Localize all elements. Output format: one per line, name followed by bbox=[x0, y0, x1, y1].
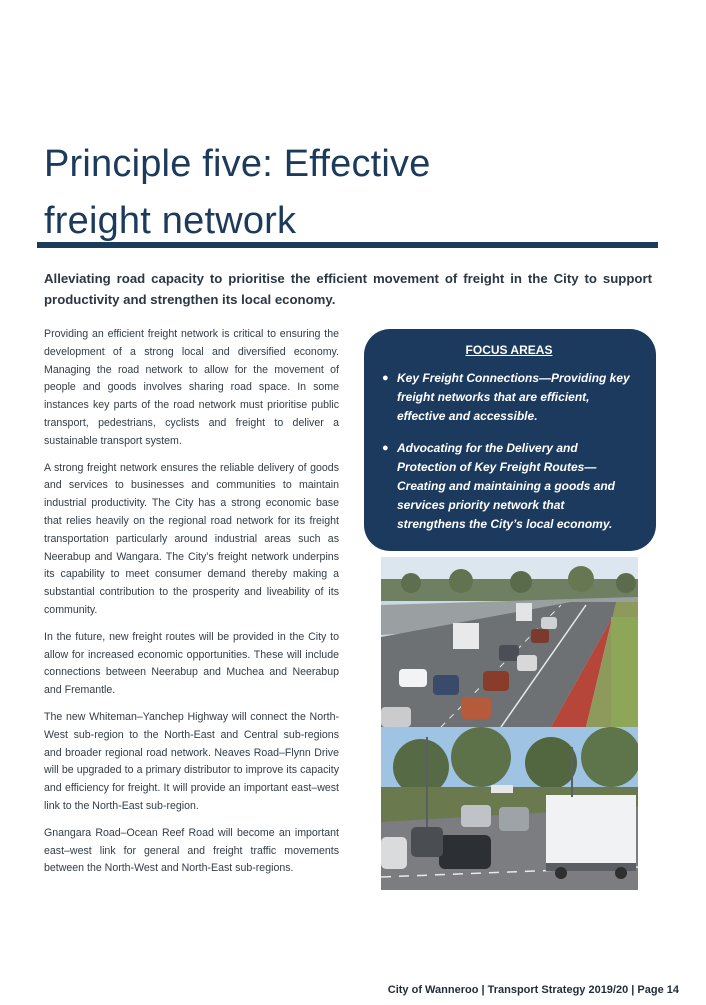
page-title bbox=[44, 136, 431, 250]
body-text-column bbox=[44, 326, 339, 887]
focus-areas-title: FOCUS AREAS bbox=[465, 343, 553, 357]
intro-statement: Alleviating road capacity to prioritise the efficient movement of freight in the City to support productivity and strengthen its local economy. bbox=[44, 271, 652, 307]
focus-areas-list bbox=[382, 369, 636, 534]
body-paragraph: In the future, new freight routes will be provided in the City to allow for increased economic opportunities. These will include connections between Neerabup and Muchea and Neerabup and Fremantle. bbox=[44, 630, 339, 697]
page-footer: City of Wanneroo | Transport Strategy 2019/20 | Page 14 bbox=[387, 984, 679, 996]
focus-area-text: Advocating for the Delivery and Protection of Key Freight Routes—Creating and maintaining a goods and services priority network that strengthens the City’s local economy. bbox=[397, 441, 616, 531]
focus-area-text: Key Freight Connections—Providing key freight networks that are efficient, effective and accessible. bbox=[397, 371, 630, 423]
body-paragraph: A strong freight network ensures the reliable delivery of goods and services to businesses and communities to maintain industrial productivity. The City has a strong economic base that relies heavily on the regional road network for its freight transportation particularly around industrial areas such as Neerabup and Wangara. The City’s freight network underpins its capability to meet consumer demand thereby making a substantial contribution to the prosperity and liveability of its community. bbox=[44, 461, 339, 616]
bullet-icon: ● bbox=[382, 442, 389, 454]
title-divider bbox=[37, 242, 658, 248]
body-paragraph: Gnangara Road–Ocean Reef Road will become an important east–west link for general and freight traffic movements between the North-West and North-East sub-regions. bbox=[44, 826, 339, 875]
focus-area-item bbox=[382, 369, 636, 426]
page-title-line-1: Principle five: Effective bbox=[44, 143, 431, 185]
body-paragraph: Providing an efficient freight network is critical to ensuring the development of a strong local and diversified economy. Managing the road network to allow for the movement of people and goods involves sharing road space. In some instances key parts of the road network must prioritise public transport, pedestrians, cyclists and freight to deliver a sustainable transport system. bbox=[44, 328, 339, 447]
bullet-icon: ● bbox=[382, 372, 389, 384]
focus-areas-box bbox=[364, 329, 656, 551]
intersection-traffic-photo bbox=[381, 727, 638, 890]
focus-area-item bbox=[382, 439, 636, 534]
highway-traffic-photo bbox=[381, 557, 638, 727]
page-title-line-2: freight network bbox=[44, 200, 297, 242]
body-paragraph: The new Whiteman–Yanchep Highway will connect the North-West sub-region to the North-East and Central sub-regions and broader regional road network. Neaves Road–Flynn Drive will be upgraded to a primary distributor to improve its capacity and efficiency for freight. It will provide an important east–west link to the North-East sub-region. bbox=[44, 710, 339, 812]
